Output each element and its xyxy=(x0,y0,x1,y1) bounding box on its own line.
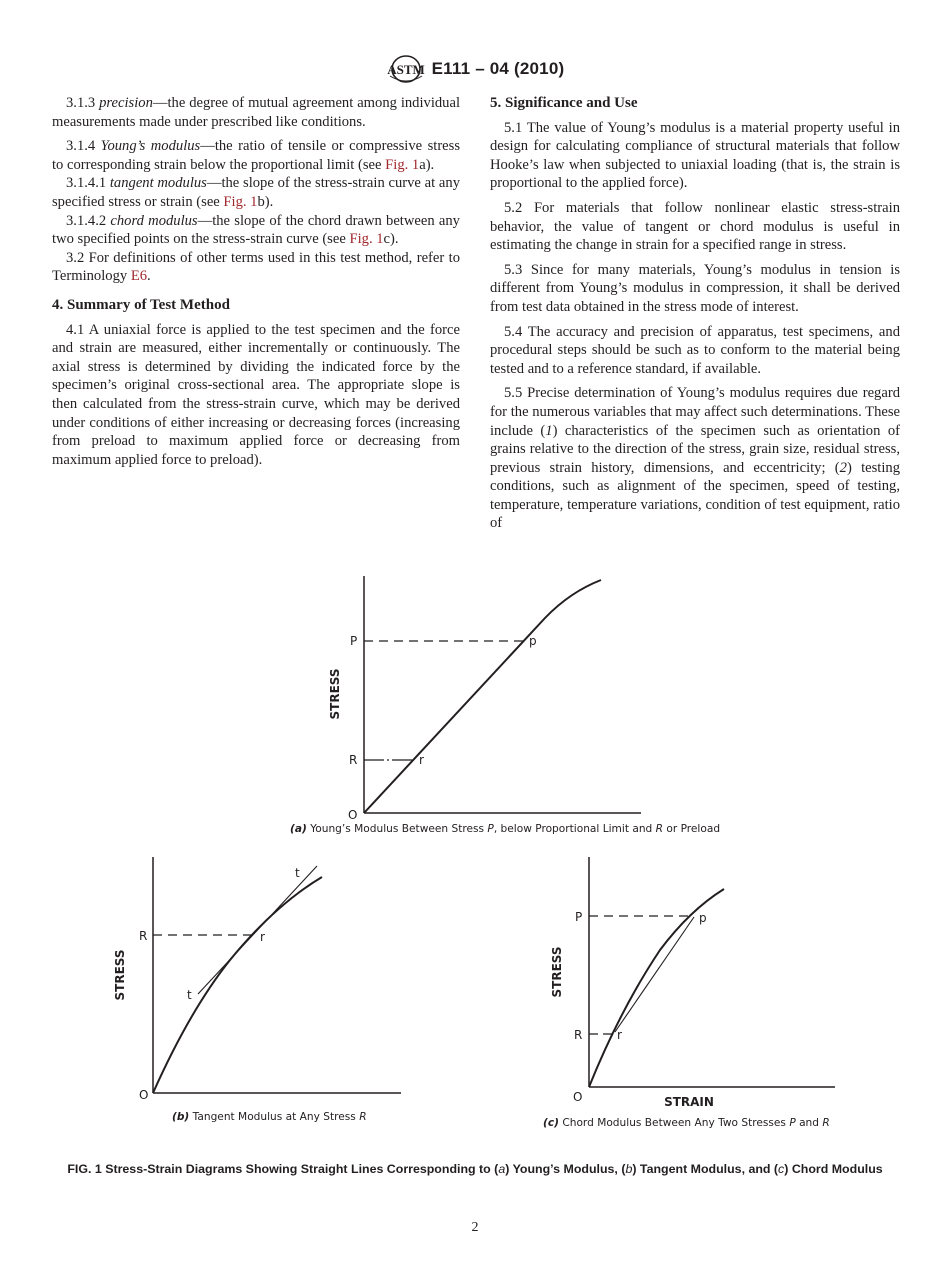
fig1-link[interactable]: Fig. 1 xyxy=(385,156,420,173)
standard-designation: E111 – 04 (2010) xyxy=(431,59,565,78)
subcaption-a: (a) Young’s Modulus Between Stress P, below Proportional Limit and R or Preload xyxy=(290,823,721,835)
paragraph-5-1: 5.1 The value of Young’s modulus is a material property useful in design for calculating compliance of structural materials that follow Hooke’s law when subjected to uniaxial loading (that is, the strain is proportional to the applied force). xyxy=(490,119,900,192)
section-4-heading: 4. Summary of Test Method xyxy=(52,296,230,313)
definition-chord-modulus: 3.1.4.2 chord modulus—the slope of the chord drawn between any two specified points on the stress-strain curve (see Fig. 1c). xyxy=(52,212,460,248)
label-t-bottom: t xyxy=(187,988,192,1002)
label-r: r xyxy=(419,753,424,767)
fig1-link[interactable]: Fig. 1 xyxy=(349,231,384,248)
diagram-b-tangent-modulus xyxy=(113,857,401,1123)
section-5-heading: 5. Significance and Use xyxy=(490,95,638,111)
label-R: R xyxy=(574,1028,583,1042)
term-precision: precision xyxy=(99,95,153,111)
term-youngs-modulus: Young’s modulus xyxy=(100,138,201,155)
definition-tangent-modulus: 3.1.4.1 tangent modulus—the slope of the stress-strain curve at any specified stress or strain (see Fig. 1b). xyxy=(52,175,460,210)
term-chord-modulus: chord modulus xyxy=(110,212,198,229)
label-O: O xyxy=(573,1090,583,1104)
label-O: O xyxy=(348,808,358,822)
e6-link[interactable]: E6 xyxy=(130,268,148,285)
label-r: r xyxy=(260,930,265,944)
diagram-c-chord-modulus xyxy=(543,857,835,1129)
paragraph-5-2: 5.2 For materials that follow nonlinear elastic stress-strain behavior, the value of tangent or chord modulus is useful in estimating the change in strain for a specified range in stress. xyxy=(490,199,900,254)
subcaption-c: (c) Chord Modulus Between Any Two Stresses P and R xyxy=(543,1117,830,1129)
label-t-top: t xyxy=(295,866,300,880)
label-R: R xyxy=(349,753,358,767)
paragraph-5-5: 5.5 Precise determination of Young’s modulus requires due regard for the numerous variables that may affect such determinations. These include (1) characteristics of the specimen such as orientation of grains relative to the direction of the stress, grain size, residual stress, previous strain history, dimensions, and eccentricity; (2) testing conditions, such as alignment of the specimen, speed of testing, temperature, temperature variations, condition of test equipment, ratio of xyxy=(490,385,900,532)
paragraph-4-1: 4.1 A uniaxial force is applied to the test specimen and the force and strain are measured, either incrementally or continuously. The axial stress is determined by dividing the indicated force by the specimen’s original cross-sectional area. The appropriate slope is then calculated from the stress-strain curve, which may be derived under conditions of either increasing or decreasing forces (increasing from preload to maximum applied force or decreasing from maximum applied force to preload). xyxy=(52,321,460,468)
svg-text:ASTM: ASTM xyxy=(386,62,425,77)
paragraph-5-3: 5.3 Since for many materials, Young’s modulus in tension is different from Young’s modulus in compression, it shall be derived from test data obtained in the stress mode of interest. xyxy=(490,261,900,315)
y-axis-label: STRESS xyxy=(550,946,564,998)
definition-youngs-modulus: 3.1.4 Young’s modulus—the ratio of tensile or compressive stress to corresponding strain below the proportional limit (see Fig. 1a). xyxy=(52,138,461,173)
diagram-a-youngs-modulus xyxy=(290,576,720,835)
label-p: p xyxy=(699,911,707,925)
definition-other-terms: 3.2 For definitions of other terms used in this test method, refer to Terminology E6. xyxy=(52,249,460,285)
y-axis-label: STRESS xyxy=(113,949,127,1001)
x-axis-label: STRAIN xyxy=(664,1095,714,1109)
label-p: p xyxy=(529,634,537,648)
label-R: R xyxy=(139,929,148,943)
y-axis-label: STRESS xyxy=(328,668,342,720)
term-tangent-modulus: tangent modulus xyxy=(109,175,207,192)
figure-caption: FIG. 1 Stress-Strain Diagrams Showing Straight Lines Corresponding to (a) Young’s Modulus, (b) Tangent Modulus, and (c) Chord Modulus xyxy=(67,1162,883,1176)
subcaption-b: (b) Tangent Modulus at Any Stress R xyxy=(172,1111,367,1123)
label-P: P xyxy=(575,910,583,924)
label-P: P xyxy=(350,634,358,648)
definition-precision: 3.1.3 precision—the degree of mutual agreement among individual measurements made under prescribed like conditions. xyxy=(52,95,461,130)
fig1-link[interactable]: Fig. 1 xyxy=(223,193,258,210)
page-number: 2 xyxy=(471,1220,479,1235)
label-r: r xyxy=(617,1028,622,1042)
paragraph-5-4: 5.4 The accuracy and precision of apparatus, test specimens, and procedural steps should be such as to conform to the material being tested and to a reference standard, if available. xyxy=(490,323,900,377)
label-O: O xyxy=(139,1088,149,1102)
